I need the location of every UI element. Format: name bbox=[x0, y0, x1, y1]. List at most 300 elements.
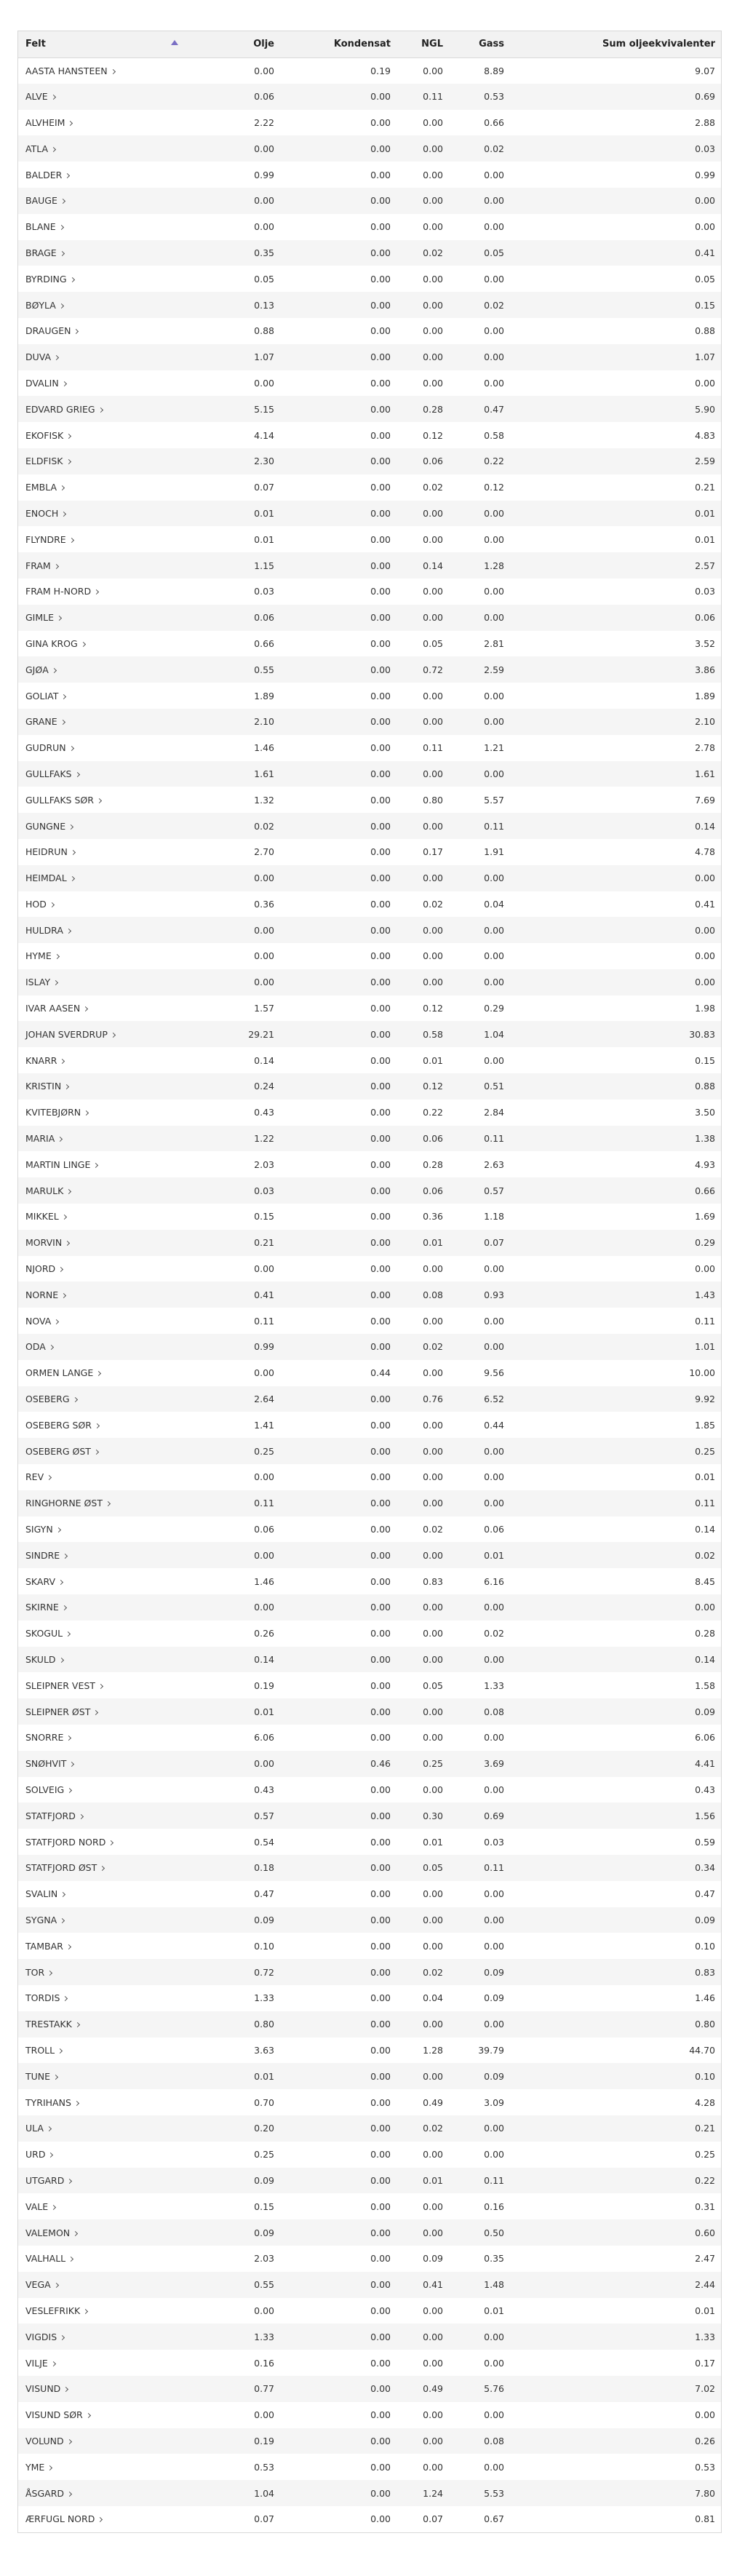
field-name-link[interactable]: GULLFAKS SØR bbox=[25, 794, 94, 806]
chevron-right-icon[interactable] bbox=[61, 693, 66, 699]
field-name-link[interactable]: GUDRUN bbox=[25, 742, 66, 754]
field-name-link[interactable]: OSEBERG bbox=[25, 1394, 70, 1405]
field-name-link[interactable]: TAMBAR bbox=[25, 1940, 63, 1952]
field-name-link[interactable]: JOHAN SVERDRUP bbox=[25, 1028, 108, 1040]
cell-olje: 0.53 bbox=[254, 2461, 274, 2473]
cell-felt[interactable] bbox=[18, 188, 186, 214]
field-name-link[interactable]: SNORRE bbox=[25, 1732, 64, 1744]
field-name-link[interactable]: FLYNDRE bbox=[25, 533, 66, 545]
cell-felt[interactable] bbox=[18, 370, 186, 397]
field-name-link[interactable]: GRANE bbox=[25, 716, 57, 728]
chevron-right-icon[interactable] bbox=[62, 1215, 67, 1220]
field-name-link[interactable]: OSEBERG ØST bbox=[25, 1445, 91, 1457]
field-name-link[interactable]: SKARV bbox=[25, 1575, 56, 1587]
chevron-right-icon[interactable] bbox=[69, 746, 74, 751]
chevron-right-icon[interactable] bbox=[65, 1241, 70, 1246]
cell-felt[interactable] bbox=[18, 2142, 186, 2168]
cell-felt[interactable] bbox=[18, 1777, 186, 1803]
field-name-link[interactable]: GJØA bbox=[25, 664, 49, 675]
chevron-right-icon[interactable] bbox=[72, 1397, 77, 1402]
cell-felt[interactable] bbox=[18, 135, 186, 162]
cell-felt[interactable] bbox=[18, 1100, 186, 1126]
cell-felt[interactable] bbox=[18, 162, 186, 188]
field-name-link[interactable]: EDVARD GRIEG bbox=[25, 403, 95, 415]
chevron-right-icon[interactable] bbox=[111, 1033, 116, 1038]
column-header-felt[interactable] bbox=[18, 31, 186, 57]
cell-ngl: 0.00 bbox=[423, 1706, 443, 1717]
cell-felt[interactable] bbox=[18, 292, 186, 318]
field-name-link[interactable]: SVALIN bbox=[25, 1888, 58, 1900]
field-name-link[interactable]: BRAGE bbox=[25, 247, 57, 258]
field-name-link[interactable]: BYRDING bbox=[25, 273, 67, 285]
cell-felt[interactable] bbox=[18, 448, 186, 474]
sort-ascending-icon[interactable] bbox=[171, 40, 178, 45]
chevron-right-icon[interactable] bbox=[47, 1971, 52, 1976]
chevron-right-icon[interactable] bbox=[75, 2022, 80, 2027]
chevron-right-icon[interactable] bbox=[63, 1554, 68, 1559]
cell-felt[interactable] bbox=[18, 266, 186, 292]
field-name-link[interactable]: HEIDRUN bbox=[25, 846, 68, 858]
field-name-link[interactable]: OSEBERG SØR bbox=[25, 1419, 92, 1431]
cell-felt[interactable] bbox=[18, 1021, 186, 1047]
field-name-link[interactable]: ULA bbox=[25, 2123, 44, 2134]
field-name-link[interactable]: HOD bbox=[25, 898, 47, 910]
chevron-right-icon[interactable] bbox=[48, 2152, 53, 2158]
cell-felt[interactable] bbox=[18, 1829, 186, 1855]
field-name-link[interactable]: AASTA HANSTEEN bbox=[25, 65, 108, 76]
cell-felt[interactable] bbox=[18, 1933, 186, 1959]
chevron-right-icon[interactable] bbox=[66, 434, 71, 439]
cell-felt[interactable] bbox=[18, 1725, 186, 1751]
cell-felt[interactable] bbox=[18, 2246, 186, 2272]
cell-felt[interactable] bbox=[18, 1855, 186, 1881]
field-name-link[interactable]: DRAUGEN bbox=[25, 325, 71, 337]
cell-felt[interactable] bbox=[18, 2506, 186, 2532]
chevron-right-icon[interactable] bbox=[67, 2439, 72, 2444]
field-name-link[interactable]: MARTIN LINGE bbox=[25, 1158, 91, 1170]
chevron-right-icon[interactable] bbox=[98, 1684, 103, 1689]
chevron-right-icon[interactable] bbox=[54, 355, 59, 360]
chevron-right-icon[interactable] bbox=[61, 512, 66, 517]
cell-felt[interactable] bbox=[18, 891, 186, 918]
cell-felt[interactable] bbox=[18, 1959, 186, 1985]
field-name-link[interactable]: ALVE bbox=[25, 91, 48, 103]
column-header-olje[interactable] bbox=[186, 31, 280, 57]
chevron-right-icon[interactable] bbox=[57, 616, 62, 621]
field-name-link[interactable]: GIMLE bbox=[25, 612, 55, 624]
chevron-right-icon[interactable] bbox=[68, 2257, 73, 2262]
field-name-link[interactable]: SIGYN bbox=[25, 1524, 53, 1535]
chevron-right-icon[interactable] bbox=[54, 563, 59, 568]
cell-felt[interactable] bbox=[18, 631, 186, 657]
cell-felt[interactable] bbox=[18, 1907, 186, 1933]
chevron-right-icon[interactable] bbox=[60, 485, 65, 490]
cell-felt[interactable] bbox=[18, 2350, 186, 2376]
field-name-link[interactable]: REV bbox=[25, 1471, 44, 1483]
field-name-link[interactable]: NOVA bbox=[25, 1315, 52, 1327]
field-name-link[interactable]: BLANE bbox=[25, 221, 56, 233]
field-name-link[interactable]: SOLVEIG bbox=[25, 1784, 65, 1795]
field-name-link[interactable]: GOLIAT bbox=[25, 690, 59, 701]
cell-ngl: 0.01 bbox=[423, 2174, 443, 2186]
field-name-link[interactable]: HEIMDAL bbox=[25, 872, 67, 884]
cell-felt[interactable] bbox=[18, 709, 186, 735]
cell-felt[interactable] bbox=[18, 1386, 186, 1412]
field-name-link[interactable]: ELDFISK bbox=[25, 456, 63, 467]
field-name-link[interactable]: TORDIS bbox=[25, 1992, 60, 2004]
cell-felt[interactable] bbox=[18, 2115, 186, 2142]
chevron-right-icon[interactable] bbox=[67, 2491, 72, 2496]
table-row bbox=[18, 474, 721, 501]
cell-felt[interactable] bbox=[18, 1412, 186, 1438]
cell-felt[interactable] bbox=[18, 605, 186, 631]
chevron-right-icon[interactable] bbox=[47, 2465, 52, 2470]
chevron-right-icon[interactable] bbox=[74, 772, 79, 777]
cell-felt[interactable] bbox=[18, 1177, 186, 1204]
field-name-link[interactable]: EMBLA bbox=[25, 482, 57, 493]
chevron-right-icon[interactable] bbox=[51, 2361, 56, 2366]
chevron-right-icon[interactable] bbox=[93, 1163, 98, 1168]
cell-felt[interactable] bbox=[18, 1334, 186, 1360]
field-name-link[interactable]: ÆRFUGL NORD bbox=[25, 2513, 95, 2525]
field-name-link[interactable]: FRAM H-NORD bbox=[25, 586, 92, 597]
field-name-link[interactable]: DUVA bbox=[25, 351, 52, 363]
cell-felt[interactable] bbox=[18, 1621, 186, 1647]
column-header-sum[interactable] bbox=[510, 31, 721, 57]
cell-felt[interactable] bbox=[18, 1751, 186, 1777]
cell-felt[interactable] bbox=[18, 110, 186, 136]
chevron-right-icon[interactable] bbox=[97, 798, 102, 803]
cell-felt[interactable] bbox=[18, 683, 186, 709]
chevron-right-icon[interactable] bbox=[64, 1084, 69, 1089]
cell-felt[interactable] bbox=[18, 1073, 186, 1100]
cell-felt[interactable] bbox=[18, 1881, 186, 1907]
cell-felt[interactable] bbox=[18, 1647, 186, 1673]
cell-felt[interactable] bbox=[18, 2089, 186, 2115]
column-header-kondensat[interactable] bbox=[280, 31, 397, 57]
field-name-link[interactable]: SKIRNE bbox=[25, 1602, 59, 1613]
chevron-right-icon[interactable] bbox=[94, 1450, 99, 1455]
cell-felt[interactable] bbox=[18, 2480, 186, 2506]
cell-felt[interactable] bbox=[18, 318, 186, 344]
field-name-link[interactable]: TRESTAKK bbox=[25, 2019, 72, 2030]
chevron-right-icon[interactable] bbox=[69, 538, 74, 543]
cell-felt[interactable] bbox=[18, 2219, 186, 2246]
chevron-right-icon[interactable] bbox=[69, 1762, 74, 1767]
chevron-right-icon[interactable] bbox=[86, 2413, 91, 2418]
chevron-right-icon[interactable] bbox=[60, 720, 65, 725]
chevron-right-icon[interactable] bbox=[71, 850, 76, 855]
chevron-right-icon[interactable] bbox=[67, 2179, 72, 2184]
field-name-link[interactable]: VALHALL bbox=[25, 2253, 66, 2265]
chevron-right-icon[interactable] bbox=[49, 1345, 54, 1350]
chevron-right-icon[interactable] bbox=[66, 929, 71, 934]
field-name-link[interactable]: ODA bbox=[25, 1341, 46, 1353]
cell-felt[interactable] bbox=[18, 501, 186, 527]
chevron-right-icon[interactable] bbox=[60, 1059, 65, 1064]
cell-felt[interactable] bbox=[18, 1438, 186, 1464]
field-name-link[interactable]: YME bbox=[25, 2461, 45, 2473]
chevron-right-icon[interactable] bbox=[111, 69, 116, 74]
cell-gass: 0.67 bbox=[484, 2513, 504, 2525]
cell-felt[interactable] bbox=[18, 1126, 186, 1152]
field-name-link[interactable]: HULDRA bbox=[25, 924, 63, 936]
chevron-right-icon[interactable] bbox=[98, 408, 103, 413]
cell-felt[interactable] bbox=[18, 735, 186, 761]
chevron-right-icon[interactable] bbox=[58, 1580, 63, 1585]
field-name-link[interactable]: VESLEFRIKK bbox=[25, 2305, 81, 2316]
cell-felt[interactable] bbox=[18, 943, 186, 969]
chevron-right-icon[interactable] bbox=[51, 147, 56, 152]
field-name-link[interactable]: VEGA bbox=[25, 2279, 51, 2291]
field-name-link[interactable]: BALDER bbox=[25, 169, 63, 180]
field-name-link[interactable]: TYRIHANS bbox=[25, 2096, 71, 2108]
field-name-link[interactable]: SINDRE bbox=[25, 1549, 60, 1561]
chevron-right-icon[interactable] bbox=[70, 876, 75, 881]
cell-felt[interactable] bbox=[18, 917, 186, 943]
field-name-link[interactable]: TUNE bbox=[25, 2070, 51, 2082]
cell-sum: 0.00 bbox=[695, 950, 715, 962]
field-name-link[interactable]: KNARR bbox=[25, 1054, 57, 1066]
chevron-right-icon[interactable] bbox=[97, 2517, 103, 2522]
field-name-link[interactable]: FRAM bbox=[25, 560, 51, 571]
cell-felt[interactable] bbox=[18, 57, 186, 84]
field-name-link[interactable]: GUNGNE bbox=[25, 820, 66, 832]
field-name-link[interactable]: GINA KROG bbox=[25, 637, 78, 649]
chevron-right-icon[interactable] bbox=[79, 1814, 84, 1819]
field-name-link[interactable]: DVALIN bbox=[25, 377, 59, 389]
field-name-link[interactable]: VILJE bbox=[25, 2357, 48, 2369]
cell-felt[interactable] bbox=[18, 865, 186, 891]
chevron-right-icon[interactable] bbox=[58, 1267, 63, 1272]
field-name-link[interactable]: MARULK bbox=[25, 1185, 64, 1196]
chevron-right-icon[interactable] bbox=[96, 1371, 101, 1376]
chevron-right-icon[interactable] bbox=[65, 459, 71, 464]
field-name-link[interactable]: VOLUND bbox=[25, 2435, 64, 2446]
cell-felt[interactable] bbox=[18, 214, 186, 240]
field-name-link[interactable]: SKOGUL bbox=[25, 1628, 63, 1639]
chevron-right-icon[interactable] bbox=[65, 1631, 71, 1637]
cell-felt[interactable] bbox=[18, 2454, 186, 2480]
field-name-link[interactable]: URD bbox=[25, 2149, 46, 2160]
chevron-right-icon[interactable] bbox=[83, 1006, 88, 1011]
chevron-right-icon[interactable] bbox=[59, 1658, 64, 1663]
field-name-link[interactable]: MORVIN bbox=[25, 1237, 63, 1249]
cell-felt[interactable] bbox=[18, 813, 186, 839]
chevron-right-icon[interactable] bbox=[73, 2230, 78, 2235]
cell-felt[interactable] bbox=[18, 656, 186, 683]
field-name-link[interactable]: SNØHVIT bbox=[25, 1758, 67, 1770]
chevron-right-icon[interactable] bbox=[56, 1527, 61, 1533]
chevron-right-icon[interactable] bbox=[94, 589, 99, 595]
field-name-link[interactable]: KVITEBJØRN bbox=[25, 1107, 81, 1118]
chevron-right-icon[interactable] bbox=[63, 1996, 68, 2001]
cell-felt[interactable] bbox=[18, 2402, 186, 2428]
cell-felt[interactable] bbox=[18, 1256, 186, 1282]
chevron-right-icon[interactable] bbox=[65, 173, 70, 178]
chevron-right-icon[interactable] bbox=[51, 2205, 56, 2210]
cell-felt[interactable] bbox=[18, 1308, 186, 1334]
cell-felt[interactable] bbox=[18, 1281, 186, 1308]
field-name-link[interactable]: ISLAY bbox=[25, 977, 51, 988]
field-name-link[interactable]: NJORD bbox=[25, 1263, 56, 1275]
field-name-link[interactable]: SLEIPNER ØST bbox=[25, 1706, 91, 1717]
field-name-link[interactable]: HYME bbox=[25, 950, 52, 962]
cell-felt[interactable] bbox=[18, 1490, 186, 1516]
field-name-link[interactable]: VIGDIS bbox=[25, 2331, 57, 2342]
chevron-right-icon[interactable] bbox=[66, 1189, 71, 1194]
chevron-right-icon[interactable] bbox=[53, 2075, 58, 2080]
cell-felt[interactable] bbox=[18, 2011, 186, 2038]
field-name-link[interactable]: EKOFISK bbox=[25, 429, 64, 441]
field-name-link[interactable]: BØYLA bbox=[25, 299, 56, 311]
chevron-right-icon[interactable] bbox=[54, 1319, 59, 1324]
field-name-link[interactable]: ATLA bbox=[25, 143, 49, 154]
field-name-link[interactable]: MARIA bbox=[25, 1133, 55, 1145]
chevron-right-icon[interactable] bbox=[60, 199, 65, 204]
field-name-link[interactable]: SLEIPNER VEST bbox=[25, 1679, 95, 1691]
chevron-right-icon[interactable] bbox=[62, 1605, 67, 1610]
chevron-right-icon[interactable] bbox=[52, 668, 57, 673]
cell-felt[interactable] bbox=[18, 526, 186, 552]
cell-felt[interactable] bbox=[18, 1360, 186, 1386]
cell-felt[interactable] bbox=[18, 1464, 186, 1490]
chevron-right-icon[interactable] bbox=[57, 1137, 63, 1142]
chevron-right-icon[interactable] bbox=[68, 121, 73, 126]
chevron-right-icon[interactable] bbox=[83, 2309, 88, 2314]
chevron-right-icon[interactable] bbox=[68, 824, 73, 829]
cell-felt[interactable] bbox=[18, 1985, 186, 2011]
cell-felt[interactable] bbox=[18, 2428, 186, 2454]
chevron-right-icon[interactable] bbox=[47, 2126, 52, 2131]
chevron-right-icon[interactable] bbox=[49, 902, 55, 907]
chevron-right-icon[interactable] bbox=[81, 642, 86, 647]
cell-sum: 0.02 bbox=[695, 1549, 715, 1561]
field-name-link[interactable]: TROLL bbox=[25, 2044, 55, 2056]
chevron-right-icon[interactable] bbox=[74, 2101, 79, 2106]
field-name-link[interactable]: RINGHORNE ØST bbox=[25, 1498, 103, 1509]
cell-felt[interactable] bbox=[18, 240, 186, 266]
cell-felt[interactable] bbox=[18, 1151, 186, 1177]
cell-felt[interactable] bbox=[18, 995, 186, 1022]
cell-felt[interactable] bbox=[18, 2272, 186, 2298]
field-name-link[interactable]: VISUND bbox=[25, 2383, 61, 2395]
chevron-right-icon[interactable] bbox=[60, 1918, 65, 1923]
chevron-right-icon[interactable] bbox=[108, 1840, 113, 1845]
chevron-right-icon[interactable] bbox=[100, 1866, 105, 1871]
cell-felt[interactable] bbox=[18, 2063, 186, 2089]
cell-felt[interactable] bbox=[18, 1698, 186, 1725]
cell-felt[interactable] bbox=[18, 969, 186, 995]
chevron-right-icon[interactable] bbox=[70, 277, 75, 282]
cell-felt[interactable] bbox=[18, 1802, 186, 1829]
chevron-right-icon[interactable] bbox=[67, 1788, 72, 1793]
chevron-right-icon[interactable] bbox=[47, 1475, 52, 1480]
field-name-link[interactable]: STATFJORD NORD bbox=[25, 1836, 106, 1848]
cell-felt[interactable] bbox=[18, 474, 186, 501]
cell-felt[interactable] bbox=[18, 2298, 186, 2324]
cell-felt[interactable] bbox=[18, 422, 186, 448]
cell-felt[interactable] bbox=[18, 1594, 186, 1621]
chevron-right-icon[interactable] bbox=[60, 2335, 65, 2340]
cell-felt[interactable] bbox=[18, 787, 186, 813]
cell-felt[interactable] bbox=[18, 2193, 186, 2219]
field-name-link[interactable]: GULLFAKS bbox=[25, 768, 72, 779]
cell-felt[interactable] bbox=[18, 579, 186, 605]
field-name-link[interactable]: VALEMON bbox=[25, 2227, 71, 2238]
chevron-right-icon[interactable] bbox=[60, 1892, 65, 1897]
chevron-right-icon[interactable] bbox=[59, 303, 64, 309]
chevron-right-icon[interactable] bbox=[54, 2283, 59, 2288]
cell-felt[interactable] bbox=[18, 1568, 186, 1594]
chevron-right-icon[interactable] bbox=[73, 329, 79, 334]
cell-felt[interactable] bbox=[18, 839, 186, 865]
cell-felt[interactable] bbox=[18, 84, 186, 110]
chevron-right-icon[interactable] bbox=[53, 980, 58, 985]
cell-sum: 0.03 bbox=[695, 143, 715, 154]
cell-felt[interactable] bbox=[18, 552, 186, 579]
cell-felt[interactable] bbox=[18, 396, 186, 422]
cell-felt[interactable] bbox=[18, 1542, 186, 1568]
field-name-link[interactable]: TOR bbox=[25, 1966, 45, 1978]
column-header-ngl[interactable] bbox=[397, 31, 449, 57]
cell-felt[interactable] bbox=[18, 344, 186, 370]
field-name-link[interactable]: SYGNA bbox=[25, 1914, 57, 1925]
field-name-link[interactable]: IVAR AASEN bbox=[25, 1003, 81, 1014]
chevron-right-icon[interactable] bbox=[84, 1110, 89, 1116]
cell-felt[interactable] bbox=[18, 1672, 186, 1698]
field-name-link[interactable]: SKULD bbox=[25, 1654, 56, 1665]
chevron-right-icon[interactable] bbox=[57, 2048, 63, 2054]
field-name-link[interactable]: ENOCH bbox=[25, 507, 59, 519]
cell-felt[interactable] bbox=[18, 1516, 186, 1543]
chevron-right-icon[interactable] bbox=[59, 225, 64, 230]
cell-felt[interactable] bbox=[18, 2376, 186, 2402]
field-name-link[interactable]: UTGARD bbox=[25, 2174, 65, 2186]
chevron-right-icon[interactable] bbox=[66, 1944, 71, 1949]
chevron-right-icon[interactable] bbox=[51, 95, 56, 100]
chevron-right-icon[interactable] bbox=[93, 1710, 98, 1715]
cell-felt[interactable] bbox=[18, 2168, 186, 2194]
field-name-link[interactable]: ALVHEIM bbox=[25, 116, 65, 128]
cell-felt[interactable] bbox=[18, 2323, 186, 2350]
cell-felt[interactable] bbox=[18, 1047, 186, 1073]
field-name-link[interactable]: VALE bbox=[25, 2201, 49, 2212]
cell-felt[interactable] bbox=[18, 2038, 186, 2064]
field-name-link[interactable]: ÅSGARD bbox=[25, 2487, 65, 2499]
chevron-right-icon[interactable] bbox=[55, 954, 60, 959]
cell-felt[interactable] bbox=[18, 1204, 186, 1230]
chevron-right-icon[interactable] bbox=[61, 1293, 66, 1298]
column-header-gass[interactable] bbox=[449, 31, 510, 57]
chevron-right-icon[interactable] bbox=[95, 1423, 100, 1428]
field-name-link[interactable]: BAUGE bbox=[25, 195, 57, 207]
chevron-right-icon[interactable] bbox=[63, 2387, 68, 2392]
cell-felt[interactable] bbox=[18, 1230, 186, 1256]
field-name-link[interactable]: NORNE bbox=[25, 1289, 59, 1300]
cell-felt[interactable] bbox=[18, 761, 186, 787]
chevron-right-icon[interactable] bbox=[66, 1736, 71, 1741]
field-name-link[interactable]: ORMEN LANGE bbox=[25, 1367, 94, 1379]
field-name-link[interactable]: KRISTIN bbox=[25, 1081, 62, 1092]
chevron-right-icon[interactable] bbox=[105, 1501, 111, 1506]
field-name-link[interactable]: VISUND SØR bbox=[25, 2409, 83, 2421]
field-name-link[interactable]: STATFJORD ØST bbox=[25, 1862, 97, 1874]
chevron-right-icon[interactable] bbox=[60, 251, 65, 256]
chevron-right-icon[interactable] bbox=[62, 381, 67, 386]
field-name-link[interactable]: STATFJORD bbox=[25, 1810, 76, 1821]
field-name-link[interactable]: MIKKEL bbox=[25, 1211, 59, 1223]
